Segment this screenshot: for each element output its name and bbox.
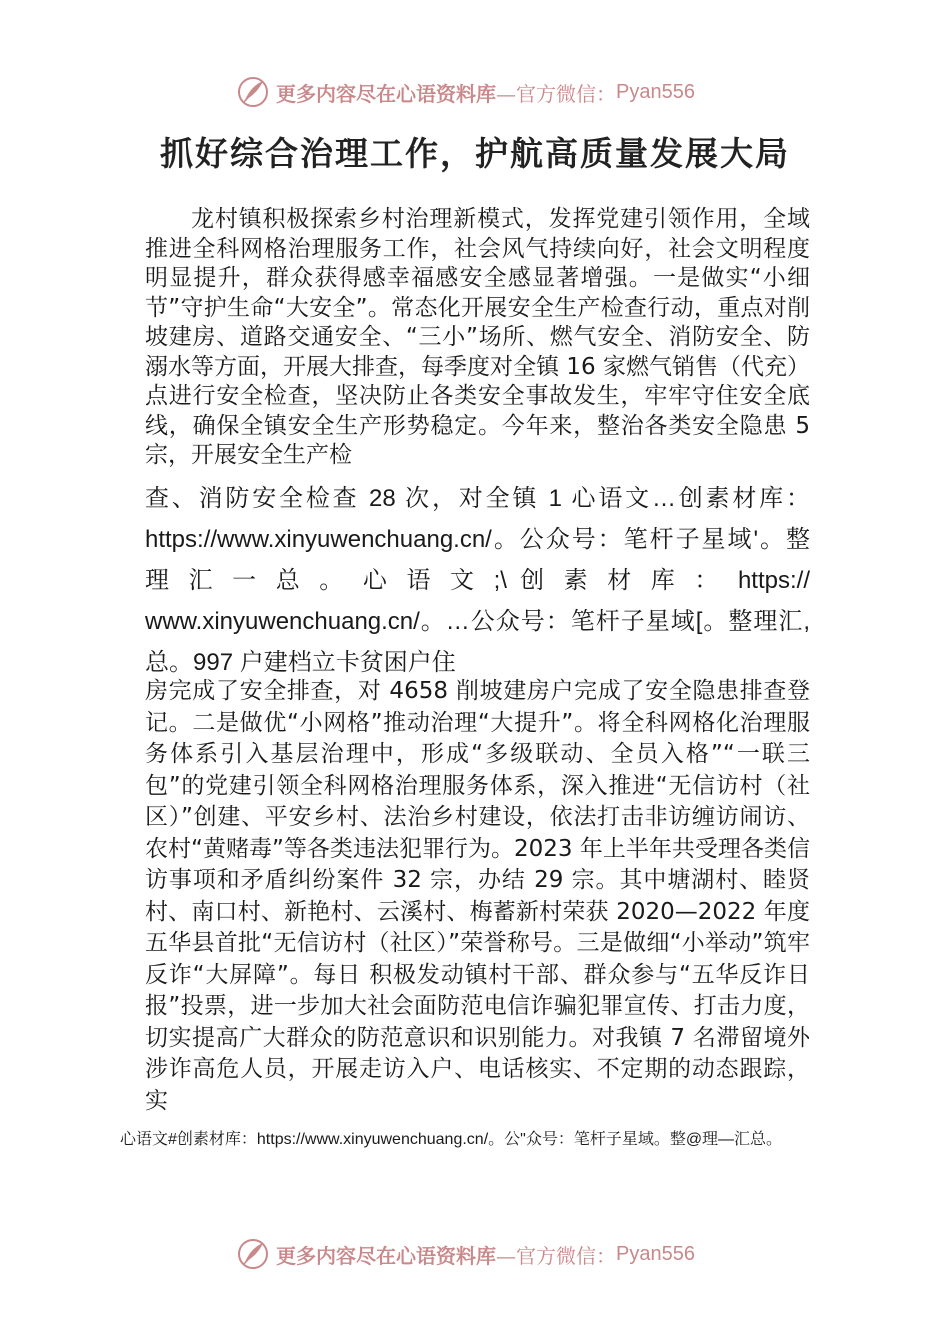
- feather-quill-icon: [236, 1237, 270, 1271]
- document-title: 抓好综合治理工作，护航高质量发展大局: [160, 134, 790, 173]
- banner-main-text: 更多内容尽在心语资料库: [276, 81, 496, 106]
- header-watermark-banner: [236, 72, 695, 112]
- body-paragraph-2: 查、消防安全检查 28 次，对全镇 1 心语文…创素材库：https://www.xinyuwenchuang.cn/。公众号：笔杆子星域'。整 理 汇 一 总 。 心 语 文 ;\ 创 素 材 库 ： https:// www.xinyuwenchuang.cn/。…公众号：笔杆子星域[。整理汇,总。997 户建档立卡贫困户住: [145, 485, 810, 676]
- banner-main-text: 更多内容尽在心语资料库: [276, 1243, 496, 1268]
- banner-wechat-id: Pyan556: [616, 1242, 695, 1265]
- footnote-watermark-text: 心语文#创素材库：https://www.xinyuwenchuang.cn/。公"众号：笔杆子星域。整@理—汇总。: [120, 1131, 783, 1148]
- body-paragraph-3: 房完成了安全排查，对 4658 削坡建房户完成了安全隐患排查登记。二是做优“小网格”推动治理“大提升”。将全科网格化治理服务体系引入基层治理中，形成“多级联动、全员入格”“一联三包”的党建引领全科网格治理服务体系，深入推进“无信访村（社区）”创建、平安乡村、法治乡村建设，依法打击非访缠访闹访、农村“黄赌毒”等各类违法犯罪行为。2023 年上半年共受理各类信访事项和矛盾纠纷案件 32 宗，办结 29 宗。其中塘湖村、睦贤村、南口村、新艳村、云溪村、梅蓄新村荣获 2020—2022 年度五华县首批“无信访村（社区）”荣誉称号。三是做细“小举动”筑牢反诈“大屏障”。每日 积极发动镇村干部、群众参与“五华反诈日报”投票，进一步加大社会面防范电信诈骗犯罪宣传、打击力度，切实提高广大群众的防范意识和识别能力。对我镇 7 名滞留境外涉诈高危人员，开展走访入户、电话核实、不定期的动态跟踪，实: [145, 678, 810, 1114]
- banner-sub-text: —官方微信：: [496, 1243, 616, 1268]
- footer-watermark-banner: [236, 1234, 695, 1274]
- feather-quill-icon: [236, 75, 270, 109]
- banner-wechat-id: Pyan556: [616, 80, 695, 103]
- banner-sub-text: —官方微信：: [496, 81, 616, 106]
- body-paragraph-1: 龙村镇积极探索乡村治理新模式，发挥党建引领作用，全域推进全科网格治理服务工作，社会风气持续向好，社会文明程度明显提升，群众获得感幸福感安全感显著增强。一是做实“小细节”守护生命“大安全”。常态化开展安全生产检查行动，重点对削坡建房、道路交通安全、“三小”场所、燃气安全、消防安全、防溺水等方面，开展大排查，每季度对全镇 16 家燃气销售（代充）点进行安全检查，坚决防止各类安全事故发生，牢牢守住安全底线，确保全镇安全生产形势稳定。今年来，整治各类安全隐患 5 宗，开展安全生产检: [145, 206, 810, 468]
